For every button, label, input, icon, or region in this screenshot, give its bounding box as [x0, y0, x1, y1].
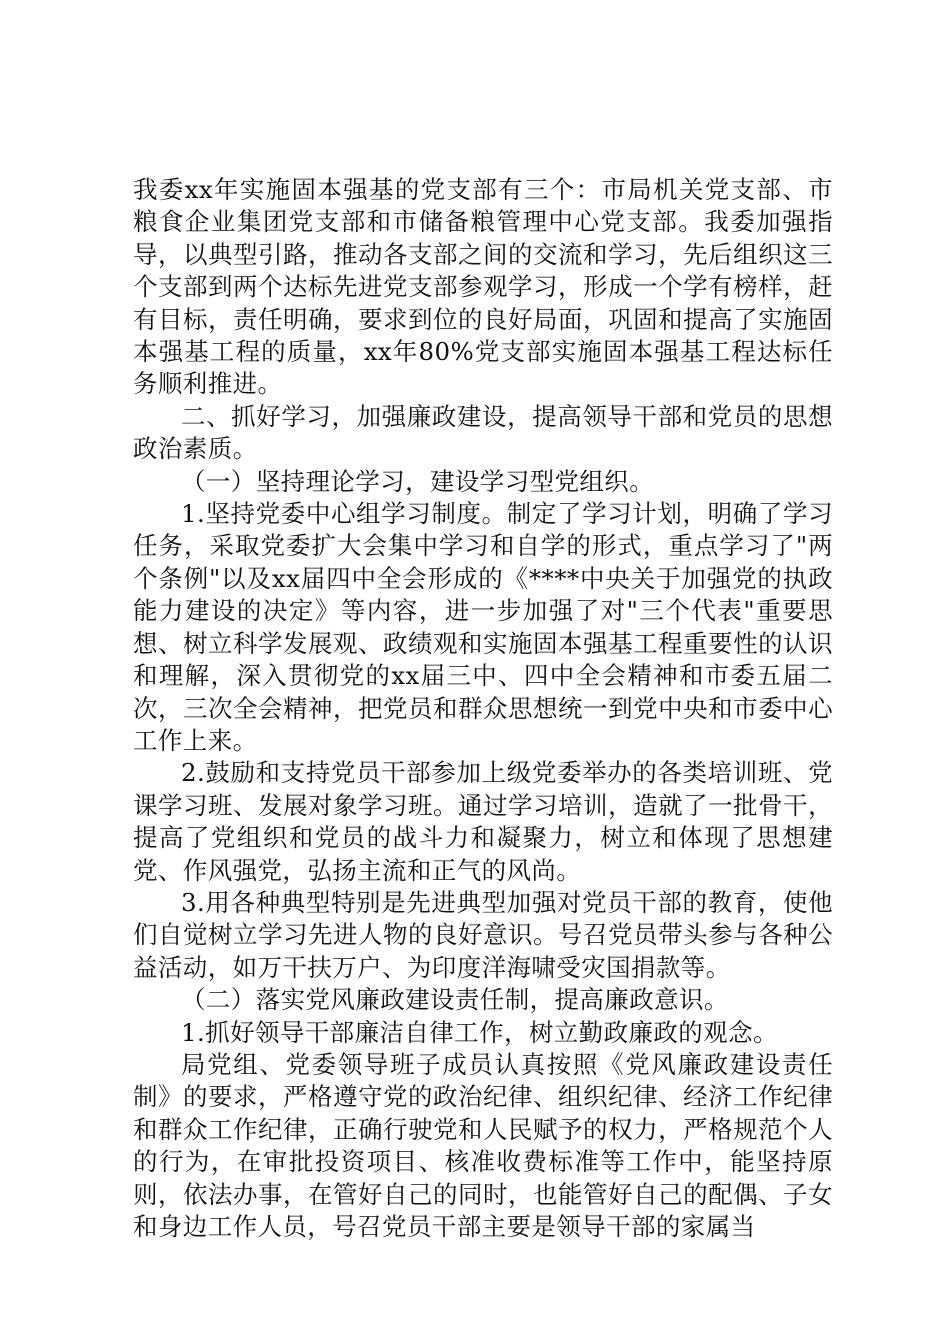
list-item-2: 2.鼓励和支持党员干部参加上级党委举办的各类培训班、党课学习班、发展对象学习班。通过学习培训，造就了一批骨干，提高了党组织和党员的战斗力和凝聚力，树立和体现了思想建党、作风强党，弘扬主流和正气的风尚。 — [133, 758, 833, 885]
document-body — [133, 174, 833, 1243]
body-paragraph: 局党组、党委领导班子成员认真按照《党风廉政建设责任制》的要求，严格遵守党的政治纪律、组织纪律、经济工作纪律和群众工作纪律，正确行驶党和人民赋予的权力，严格规范个人的行为，在审批投资项目、核准收费标准等工作中，能坚持原则，依法办事，在管好自己的同时，也能管好自己的配偶、子女和身边工作人员，号召党员干部主要是领导干部的家属当 — [133, 1049, 833, 1241]
list-item-3: 3.用各种典型特别是先进典型加强对党员干部的教育，使他们自觉树立学习先进人物的良好意识。号召党员带头参与各种公益活动，如万干扶万户、为印度洋海啸受灾国捐款等。 — [133, 887, 833, 982]
list-item-4: 1.抓好领导干部廉洁自律工作，树立勤政廉政的观念。 — [181, 1017, 778, 1047]
paragraph-continuation: 我委xx年实施固本强基的党支部有三个：市局机关党支部、市粮食企业集团党支部和市储备粮管理中心党支部。我委加强指导，以典型引路，推动各支部之间的交流和学习，先后组织这三个支部到两个达标先进党支部参观学习，形成一个学有榜样，赶有目标，责任明确，要求到位的良好局面，巩固和提高了实施固本强基工程的质量，xx年80%党支部实施固本强基工程达标任务顺利推进。 — [133, 175, 833, 399]
subsection-heading-1: （一）坚持理论学习，建设学习型党组织。 — [181, 466, 655, 496]
section-heading-2: 二、抓好学习，加强廉政建设，提高领导干部和党员的思想政治素质。 — [133, 401, 833, 464]
subsection-heading-2: （二）落实党风廉政建设责任制，提高廉政意识。 — [181, 985, 729, 1015]
list-item-1: 1.坚持党委中心组学习制度。制定了学习计划，明确了学习任务，采取党委扩大会集中学习和自学的形式，重点学习了"两个条例"以及xx届四中全会形成的《****中央关于加强党的执政能力建设的决定》等内容，进一步加强了对"三个代表"重要思想、树立科学发展观、政绩观和实施固本强基工程重要性的认识和理解，深入贯彻党的xx届三中、四中全会精神和市委五届二次，三次全会精神，把党员和群众思想统一到党中央和市委中心工作上来。 — [133, 499, 833, 755]
